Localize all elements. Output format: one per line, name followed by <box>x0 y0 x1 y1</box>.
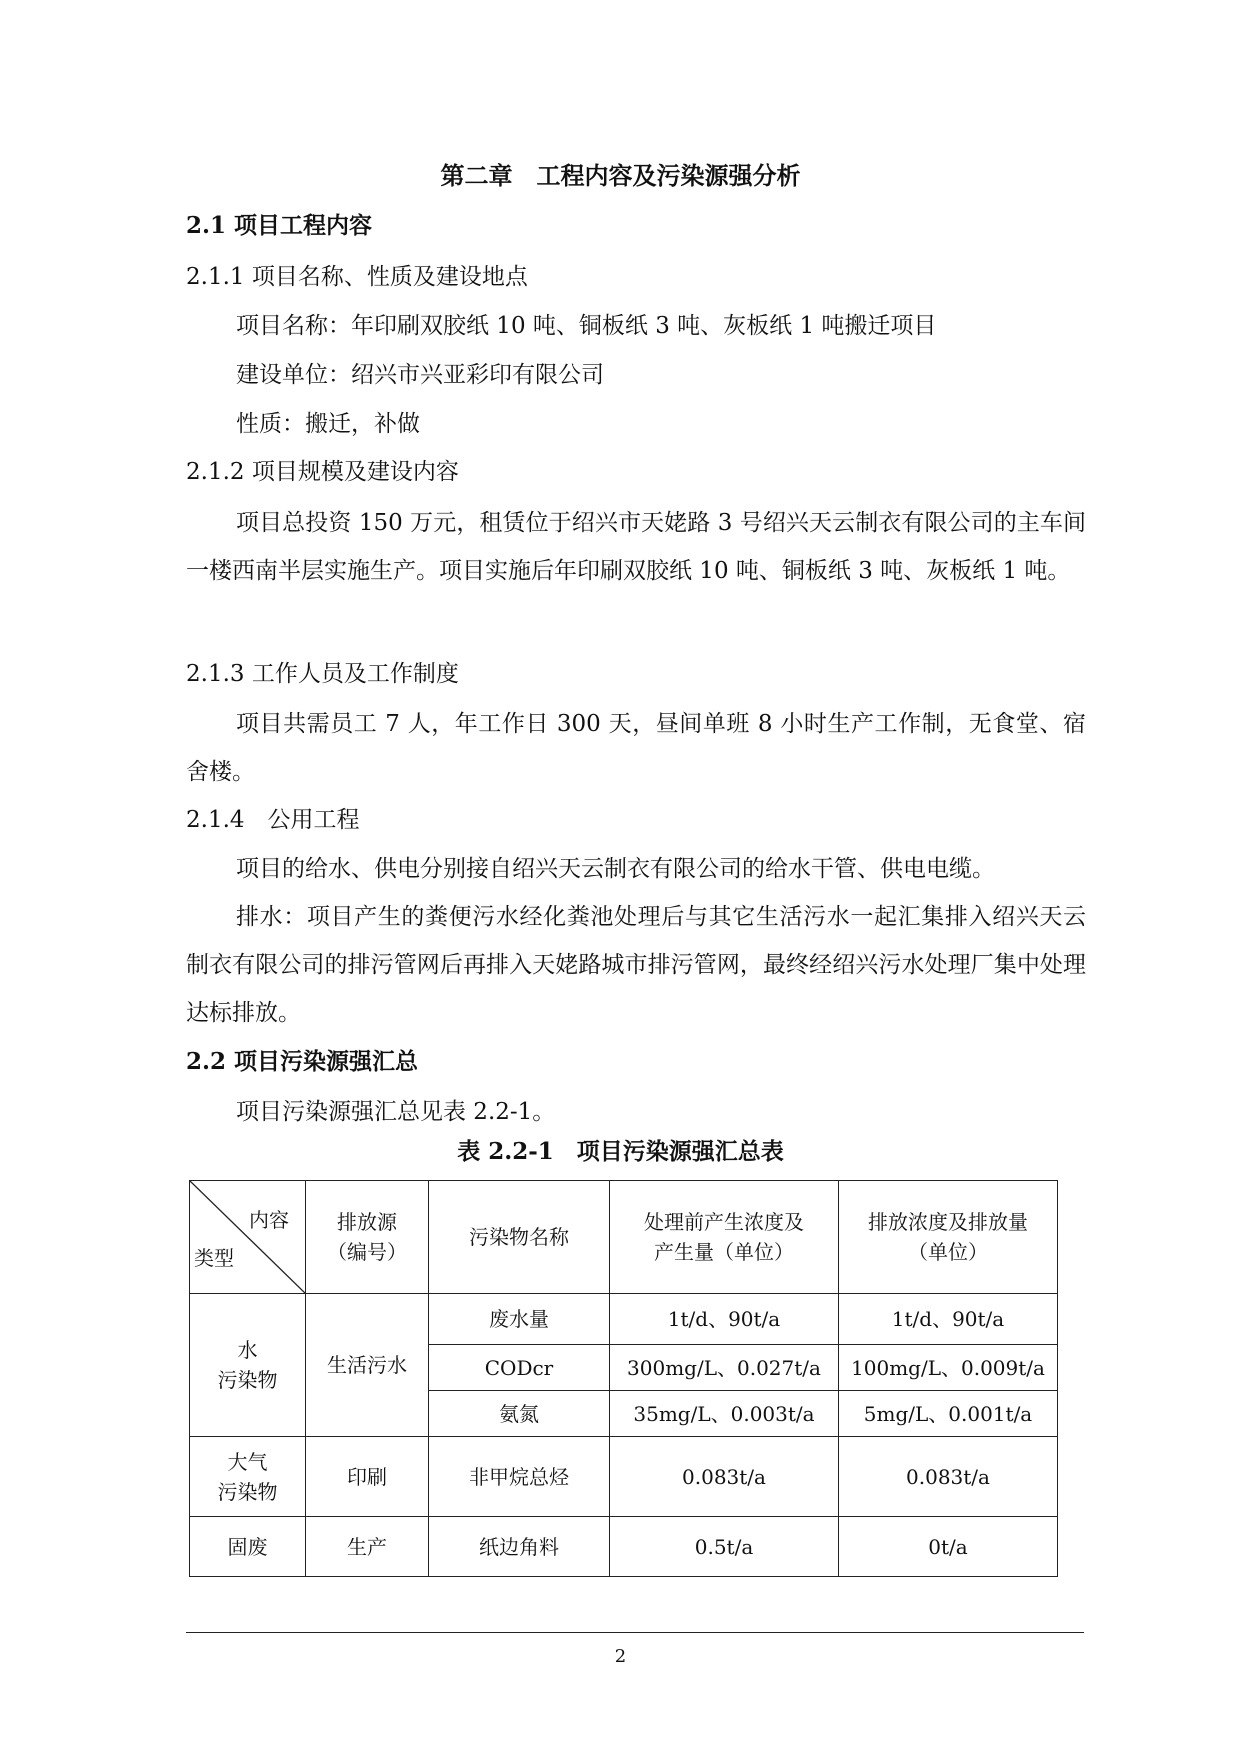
pollution-summary-table <box>189 1180 1058 1577</box>
before-value: 0.083t/a <box>610 1437 839 1517</box>
after-value: 0.083t/a <box>839 1437 1058 1517</box>
pollutant-name: CODcr <box>429 1345 610 1391</box>
table-row <box>190 1517 1058 1577</box>
after-value: 0t/a <box>839 1517 1058 1577</box>
build-unit-line: 建设单位：绍兴市兴亚彩印有限公司 <box>236 362 604 388</box>
subsection-heading-2-1-2: 2.1.2 项目规模及建设内容 <box>186 459 459 485</box>
pollutant-name: 废水量 <box>429 1294 610 1345</box>
source-production: 生产 <box>306 1517 429 1577</box>
header-pollutant: 污染物名称 <box>429 1181 610 1294</box>
utility-paragraph-1: 项目的给水、供电分别接自绍兴天云制衣有限公司的给水干管、供电电缆。 <box>236 856 995 882</box>
page-number: 2 <box>614 1646 627 1667</box>
nature-line: 性质：搬迁，补做 <box>236 411 420 437</box>
summary-reference: 项目污染源强汇总见表 2.2-1。 <box>236 1099 556 1125</box>
type-water: 水 污染物 <box>190 1294 306 1437</box>
diagonal-header-cell <box>190 1181 306 1294</box>
subsection-heading-2-1-4: 2.1.4 公用工程 <box>186 807 360 833</box>
project-name-line: 项目名称：年印刷双胶纸 10 吨、铜板纸 3 吨、灰板纸 1 吨搬迁项目 <box>236 313 937 339</box>
table-header-row <box>190 1181 1058 1294</box>
source-domestic-sewage: 生活污水 <box>306 1294 429 1437</box>
subsection-heading-2-1-1: 2.1.1 项目名称、性质及建设地点 <box>186 264 528 290</box>
source-printing: 印刷 <box>306 1437 429 1517</box>
chapter-title: 第二章 工程内容及污染源强分析 <box>440 161 801 190</box>
header-source: 排放源 （编号） <box>306 1181 429 1294</box>
subsection-heading-2-1-3: 2.1.3 工作人员及工作制度 <box>186 661 459 687</box>
pollutant-name: 纸边角料 <box>429 1517 610 1577</box>
staff-paragraph: 项目共需员工 7 人，年工作日 300 天，昼间单班 8 小时生产工作制，无食堂、宿舍楼。 <box>186 711 1086 785</box>
before-value: 300mg/L、0.027t/a <box>610 1345 839 1391</box>
section-heading-2-1: 2.1 项目工程内容 <box>186 212 373 239</box>
pollutant-name: 氨氮 <box>429 1391 610 1437</box>
pollutant-name: 非甲烷总烃 <box>429 1437 610 1517</box>
table-caption: 表 2.2-1 项目污染源强汇总表 <box>457 1138 784 1165</box>
before-value: 35mg/L、0.003t/a <box>610 1391 839 1437</box>
diagonal-line <box>190 1181 306 1294</box>
scale-paragraph: 项目总投资 150 万元，租赁位于绍兴市天姥路 3 号绍兴天云制衣有限公司的主车间一楼西南半层实施生产。项目实施后年印刷双胶纸 10 吨、铜板纸 3 吨、灰板纸 1 吨。 <box>186 510 1086 584</box>
header-before: 处理前产生浓度及 产生量（单位） <box>610 1181 839 1294</box>
before-value: 0.5t/a <box>610 1517 839 1577</box>
after-value: 5mg/L、0.001t/a <box>839 1391 1058 1437</box>
header-content-label: 内容 <box>249 1208 289 1232</box>
footer-divider <box>186 1632 1084 1633</box>
header-type-label: 类型 <box>194 1246 234 1270</box>
after-value: 1t/d、90t/a <box>839 1294 1058 1345</box>
type-solid-waste: 固废 <box>190 1517 306 1577</box>
before-value: 1t/d、90t/a <box>610 1294 839 1345</box>
type-air: 大气 污染物 <box>190 1437 306 1517</box>
table-row <box>190 1294 1058 1345</box>
header-after: 排放浓度及排放量 （单位） <box>839 1181 1058 1294</box>
table-row <box>190 1437 1058 1517</box>
section-heading-2-2: 2.2 项目污染源强汇总 <box>186 1048 419 1075</box>
after-value: 100mg/L、0.009t/a <box>839 1345 1058 1391</box>
utility-paragraph-2: 排水：项目产生的粪便污水经化粪池处理后与其它生活污水一起汇集排入绍兴天云制衣有限公司的排污管网后再排入天姥路城市排污管网，最终经绍兴污水处理厂集中处理达标排放。 <box>186 904 1086 1026</box>
